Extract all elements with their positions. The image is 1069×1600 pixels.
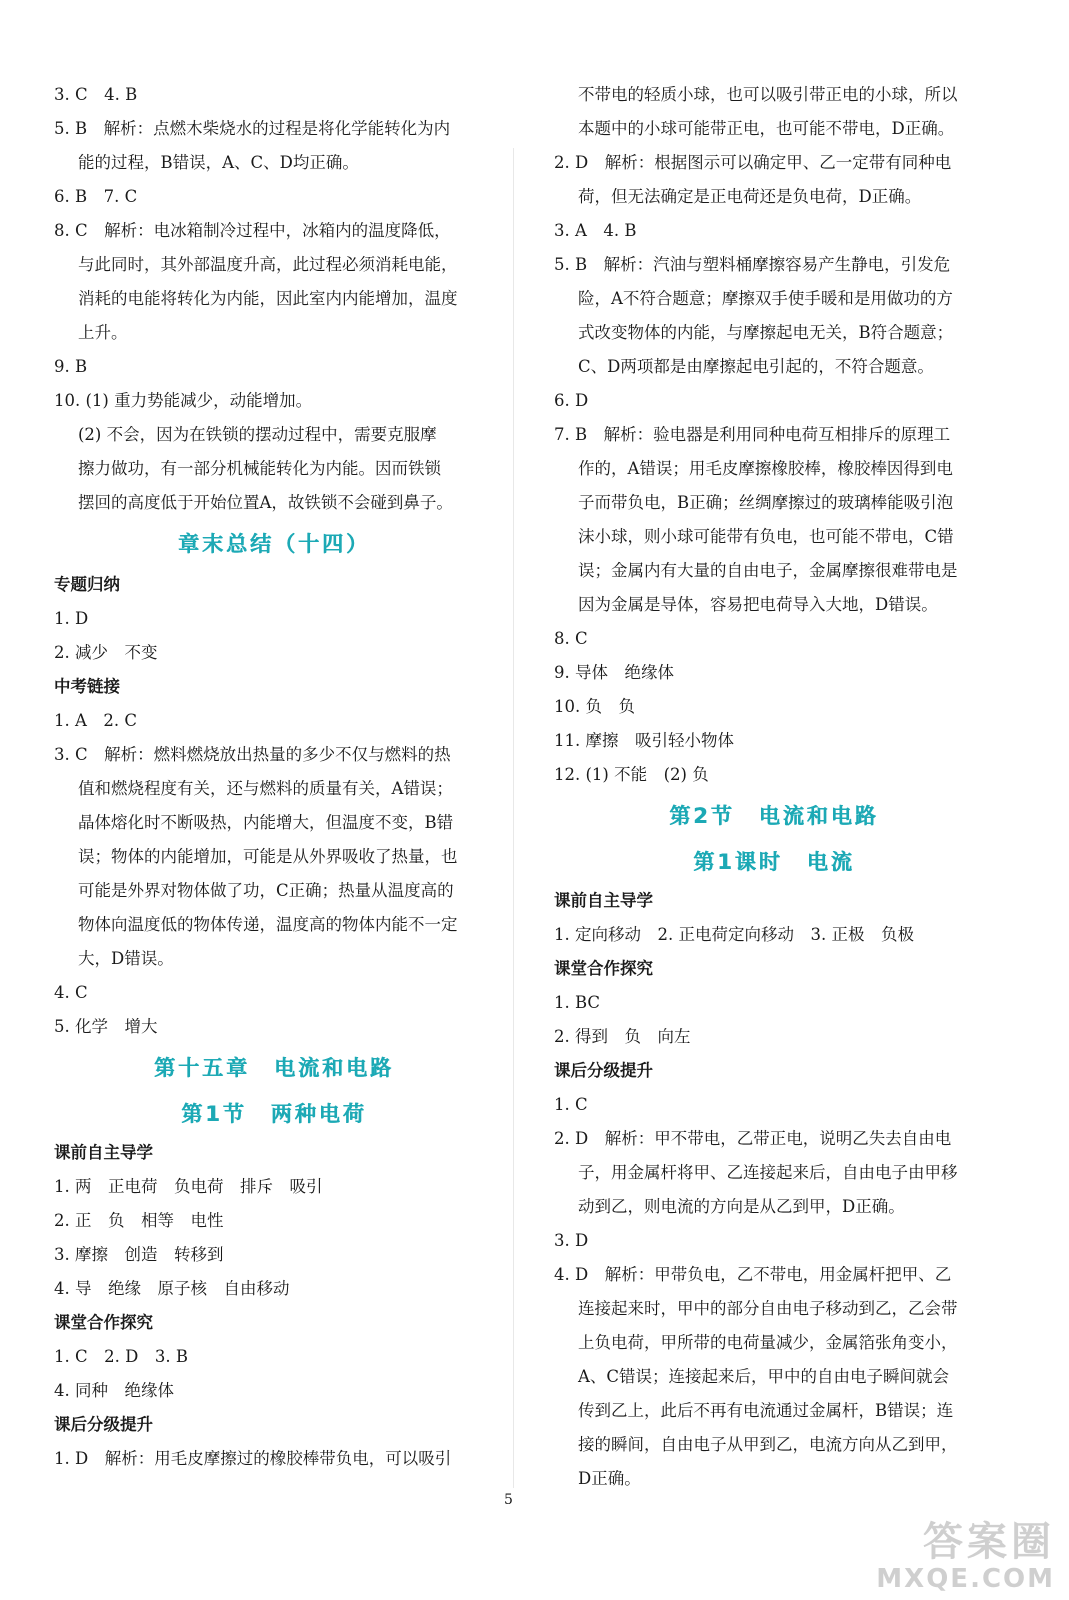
answer-line: 6. B 7. C: [54, 187, 138, 206]
answer-line: 子而带负电，B正确；丝绸摩擦过的玻璃棒能吸引泡: [578, 493, 954, 512]
answer-line: 摆回的高度低于开始位置A，故铁锁不会碰到鼻子。: [78, 493, 453, 512]
answer-line: 误；物体的内能增加，可能是从外界吸收了热量，也: [78, 847, 458, 866]
answer-line: 接的瞬间，自由电子从甲到乙，电流方向从乙到甲，: [578, 1435, 958, 1454]
answer-line: 动到乙，则电流的方向是从乙到甲，D正确。: [578, 1197, 905, 1216]
answer-line: 10. 负 负: [554, 697, 635, 716]
answer-line: 误；金属内有大量的自由电子，金属摩擦很难带电是: [578, 561, 958, 580]
answer-line: 5. B 解析：点燃木柴烧水的过程是将化学能转化为内: [54, 119, 451, 138]
answer-line: 9. 导体 绝缘体: [554, 663, 674, 682]
answer-line: 8. C 解析：电冰箱制冷过程中，冰箱内的温度降低，: [54, 221, 451, 240]
chapter-title: 第十五章 电流和电路: [154, 1056, 394, 1080]
answer-line: 11. 摩擦 吸引轻小物体: [554, 731, 734, 750]
right-column: [554, 78, 994, 1496]
answer-line: (2) 不会，因为在铁锁的摆动过程中，需要克服摩: [78, 425, 437, 444]
page-number: 5: [504, 1492, 513, 1508]
answer-line: 连接起来时，甲中的部分自由电子移动到乙，乙会带: [578, 1299, 958, 1318]
answer-line: 8. C: [554, 629, 588, 648]
answer-line: 4. 同种 绝缘体: [54, 1381, 174, 1400]
section-heading: 课堂合作探究: [554, 959, 653, 978]
right-lines: [554, 78, 994, 792]
answer-line: 式改变物体的内能，与摩擦起电无关，B符合题意；: [578, 323, 954, 342]
answer-line: 3. D: [554, 1231, 589, 1250]
answer-line: 1. BC: [554, 993, 601, 1012]
answer-line: 晶体熔化时不断吸热，内能增大，但温度不变，B错: [78, 813, 454, 832]
watermark-url: MXQE.COM: [876, 1564, 1055, 1594]
column-divider: [513, 148, 514, 1488]
answer-line: C、D两项都是由摩擦起电引起的，不符合题意。: [578, 357, 934, 376]
answer-line: 1. C: [554, 1095, 588, 1114]
answer-line: 可能是外界对物体做了功，C正确；热量从温度高的: [78, 881, 454, 900]
section-title-2: 第2节 电流和电路: [669, 804, 879, 828]
watermark: [876, 1520, 1055, 1594]
answer-line: 1. 定向移动 2. 正电荷定向移动 3. 正极 负极: [554, 925, 914, 944]
left-lines: [54, 78, 494, 520]
answer-line: 沫小球，则小球可能带有负电，也可能不带电，C错: [578, 527, 954, 546]
answer-line: 因为金属是导体，容易把电荷导入大地，D错误。: [578, 595, 938, 614]
answer-line: 不带电的轻质小球，也可以吸引带正电的小球，所以: [578, 85, 958, 104]
section-heading: 课前自主导学: [554, 891, 653, 910]
answer-line: 2. D 解析：根据图示可以确定甲、乙一定带有同种电: [554, 153, 952, 172]
answer-line: 3. C 4. B: [54, 85, 138, 104]
answer-line: A、C错误；连接起来后，甲中的自由电子瞬间就会: [578, 1367, 950, 1386]
answer-line: 传到乙上，此后不再有电流通过金属杆，B错误；连: [578, 1401, 954, 1420]
left-column: [54, 78, 494, 1476]
answer-line: 4. C: [54, 983, 88, 1002]
answer-line: 2. D 解析：甲不带电，乙带正电，说明乙失去自由电: [554, 1129, 952, 1148]
answer-line: 与此同时，其外部温度升高，此过程必须消耗电能，: [78, 255, 458, 274]
section-heading: 课前自主导学: [54, 1143, 153, 1162]
section-heading: 专题归纳: [54, 575, 120, 594]
answer-line: 3. A 4. B: [554, 221, 637, 240]
answer-line: 物体向温度低的物体传递，温度高的物体内能不一定: [78, 915, 458, 934]
answer-line: 5. B 解析：汽油与塑料桶摩擦容易产生静电，引发危: [554, 255, 951, 274]
answer-line: 4. 导 绝缘 原子核 自由移动: [54, 1279, 290, 1298]
lesson-title: 第1课时 电流: [693, 850, 855, 874]
answer-line: 上升。: [78, 323, 128, 342]
answer-line: 子，用金属杆将甲、乙连接起来后，自由电子由甲移: [578, 1163, 958, 1182]
chapter-summary-title: 章末总结（十四）: [178, 532, 370, 556]
answer-line: 10. (1) 重力势能减少，动能增加。: [54, 391, 313, 410]
answer-line: 荷，但无法确定是正电荷还是负电荷，D正确。: [578, 187, 922, 206]
watermark-logo-text: 答案圈: [923, 1519, 1055, 1565]
answer-line: 1. C 2. D 3. B: [54, 1347, 188, 1366]
answer-line: 3. C 解析：燃料燃烧放出热量的多少不仅与燃料的热: [54, 745, 451, 764]
answer-line: 5. 化学 增大: [54, 1017, 158, 1036]
section-heading: 课后分级提升: [554, 1061, 653, 1080]
answer-line: 12. (1) 不能 (2) 负: [554, 765, 709, 784]
section-parts: [54, 1136, 494, 1476]
right-parts: [554, 884, 994, 1496]
answer-line: 2. 得到 负 向左: [554, 1027, 691, 1046]
answer-line: 消耗的电能将转化为内能，因此室内内能增加，温度: [78, 289, 458, 308]
answer-line: 能的过程，B错误，A、C、D均正确。: [78, 153, 359, 172]
answer-line: 6. D: [554, 391, 589, 410]
answer-line: 上负电荷，甲所带的电荷量减少，金属箔张角变小，: [578, 1333, 958, 1352]
answer-line: D正确。: [578, 1469, 641, 1488]
section-heading: 中考链接: [54, 677, 120, 696]
answer-line: 1. D 解析：用毛皮摩擦过的橡胶棒带负电，可以吸引: [54, 1449, 452, 1468]
answer-line: 大，D错误。: [78, 949, 174, 968]
answer-line: 7. B 解析：验电器是利用同种电荷互相排斥的原理工: [554, 425, 951, 444]
section-title: 第1节 两种电荷: [181, 1102, 367, 1126]
section-heading: 课堂合作探究: [54, 1313, 153, 1332]
answer-line: 3. 摩擦 创造 转移到: [54, 1245, 224, 1264]
answer-line: 擦力做功，有一部分机械能转化为内能。因而铁锁: [78, 459, 441, 478]
answer-line: 9. B: [54, 357, 88, 376]
answer-line: 值和燃烧程度有关，还与燃料的质量有关，A错误；: [78, 779, 453, 798]
answer-line: 2. 正 负 相等 电性: [54, 1211, 224, 1230]
answer-line: 4. D 解析：甲带负电，乙不带电，用金属杆把甲、乙: [554, 1265, 952, 1284]
section-heading: 课后分级提升: [54, 1415, 153, 1434]
summary-sections: [54, 568, 494, 1044]
answer-line: 1. 两 正电荷 负电荷 排斥 吸引: [54, 1177, 323, 1196]
answer-line: 2. 减少 不变: [54, 643, 158, 662]
answer-line: 1. A 2. C: [54, 711, 138, 730]
answer-line: 本题中的小球可能带正电，也可能不带电，D正确。: [578, 119, 955, 138]
answer-line: 险，A不符合题意；摩擦双手使手暖和是用做功的方: [578, 289, 953, 308]
answer-line: 作的，A错误；用毛皮摩擦橡胶棒，橡胶棒因得到电: [578, 459, 953, 478]
answer-line: 1. D: [54, 609, 89, 628]
